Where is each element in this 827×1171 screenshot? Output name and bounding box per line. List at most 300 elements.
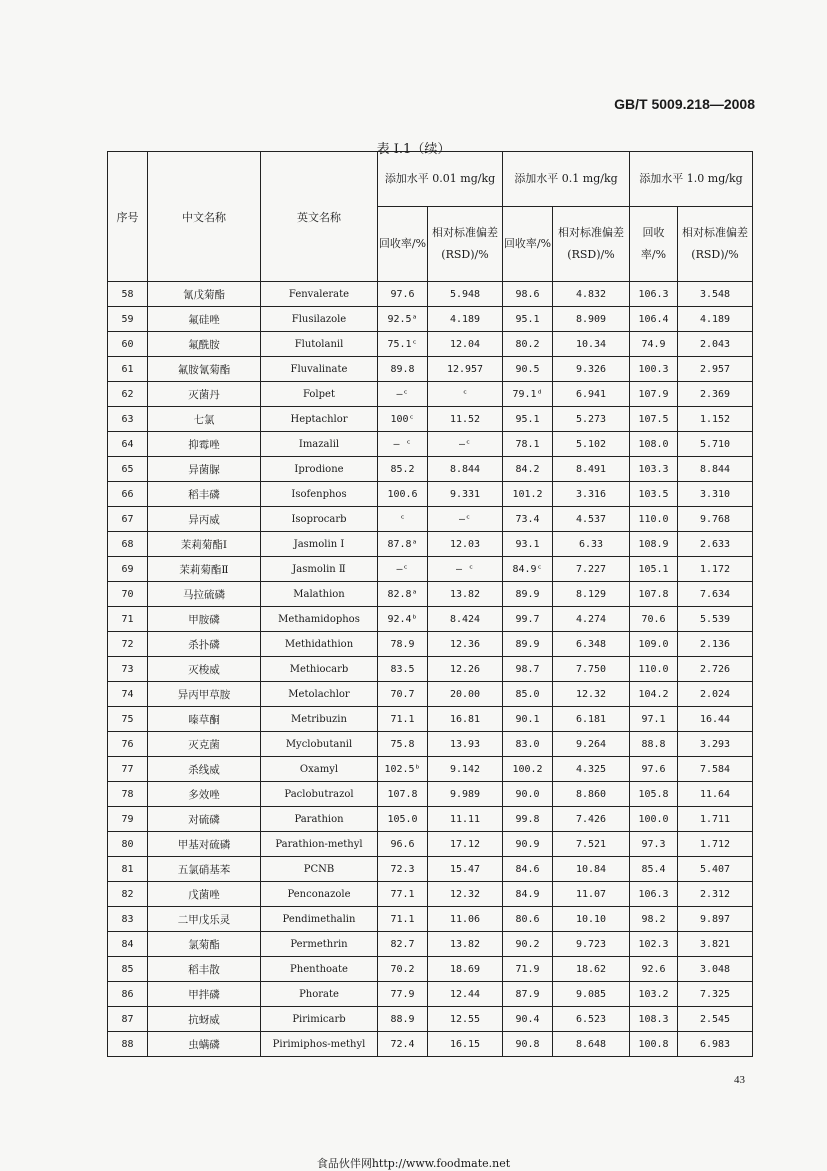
cell-en: Parathion-methyl bbox=[261, 832, 378, 857]
cell-r3: 107.8 bbox=[630, 582, 678, 607]
cell-r2: 84.9ᶜ bbox=[503, 557, 553, 582]
cell-cn: 氟胺氰菊酯 bbox=[148, 357, 261, 382]
cell-r1: 107.8 bbox=[378, 782, 428, 807]
header-level-3: 添加水平 1.0 mg/kg bbox=[630, 152, 753, 207]
header-rsd: 相对标准偏差(RSD)/% bbox=[428, 207, 503, 282]
cell-en: Folpet bbox=[261, 382, 378, 407]
cell-r3: 107.5 bbox=[630, 407, 678, 432]
cell-en: Malathion bbox=[261, 582, 378, 607]
cell-s3: 3.293 bbox=[678, 732, 753, 757]
cell-r2: 79.1ᵈ bbox=[503, 382, 553, 407]
cell-no: 58 bbox=[108, 282, 148, 307]
table-row bbox=[108, 707, 753, 732]
cell-s1: 9.331 bbox=[428, 482, 503, 507]
cell-s3: 2.043 bbox=[678, 332, 753, 357]
cell-r2: 90.2 bbox=[503, 932, 553, 957]
cell-s2: 6.348 bbox=[553, 632, 630, 657]
cell-r3: 104.2 bbox=[630, 682, 678, 707]
cell-no: 86 bbox=[108, 982, 148, 1007]
cell-s2: 9.723 bbox=[553, 932, 630, 957]
cell-no: 66 bbox=[108, 482, 148, 507]
cell-no: 76 bbox=[108, 732, 148, 757]
cell-cn: 抗蚜威 bbox=[148, 1007, 261, 1032]
cell-s2: 10.10 bbox=[553, 907, 630, 932]
cell-s3: 2.726 bbox=[678, 657, 753, 682]
cell-cn: 氰戊菊酯 bbox=[148, 282, 261, 307]
cell-s3: 2.545 bbox=[678, 1007, 753, 1032]
cell-s1: 11.52 bbox=[428, 407, 503, 432]
cell-s1: 16.15 bbox=[428, 1032, 503, 1057]
table-row bbox=[108, 332, 753, 357]
cell-r3: 97.1 bbox=[630, 707, 678, 732]
cell-s2: 8.909 bbox=[553, 307, 630, 332]
cell-r3: 109.0 bbox=[630, 632, 678, 657]
cell-s2: 7.521 bbox=[553, 832, 630, 857]
cell-r2: 99.7 bbox=[503, 607, 553, 632]
table-row bbox=[108, 432, 753, 457]
table-row bbox=[108, 732, 753, 757]
cell-r3: 100.3 bbox=[630, 357, 678, 382]
cell-no: 61 bbox=[108, 357, 148, 382]
cell-r1: —ᶜ bbox=[378, 557, 428, 582]
cell-no: 80 bbox=[108, 832, 148, 857]
cell-r2: 83.0 bbox=[503, 732, 553, 757]
header-cn-name: 中文名称 bbox=[148, 152, 261, 282]
cell-s3: 2.369 bbox=[678, 382, 753, 407]
cell-cn: 杀线威 bbox=[148, 757, 261, 782]
table-row bbox=[108, 957, 753, 982]
cell-s2: 12.32 bbox=[553, 682, 630, 707]
cell-r3: 106.4 bbox=[630, 307, 678, 332]
cell-en: Flutolanil bbox=[261, 332, 378, 357]
cell-cn: 稻丰散 bbox=[148, 957, 261, 982]
cell-cn: 抑霉唑 bbox=[148, 432, 261, 457]
cell-no: 79 bbox=[108, 807, 148, 832]
cell-s2: 10.34 bbox=[553, 332, 630, 357]
cell-en: Pendimethalin bbox=[261, 907, 378, 932]
cell-r1: 83.5 bbox=[378, 657, 428, 682]
cell-r2: 84.6 bbox=[503, 857, 553, 882]
cell-s2: 5.273 bbox=[553, 407, 630, 432]
cell-r1: ᶜ bbox=[378, 507, 428, 532]
cell-r3: 103.3 bbox=[630, 457, 678, 482]
cell-r2: 93.1 bbox=[503, 532, 553, 557]
cell-r1: 77.1 bbox=[378, 882, 428, 907]
cell-r3: 107.9 bbox=[630, 382, 678, 407]
cell-s3: 5.407 bbox=[678, 857, 753, 882]
cell-r3: 70.6 bbox=[630, 607, 678, 632]
cell-r3: 106.3 bbox=[630, 882, 678, 907]
cell-s2: 5.102 bbox=[553, 432, 630, 457]
cell-cn: 虫螨磷 bbox=[148, 1032, 261, 1057]
cell-en: Isoprocarb bbox=[261, 507, 378, 532]
cell-en: Methidathion bbox=[261, 632, 378, 657]
cell-no: 72 bbox=[108, 632, 148, 657]
cell-r3: 110.0 bbox=[630, 507, 678, 532]
header-level-2: 添加水平 0.1 mg/kg bbox=[503, 152, 630, 207]
cell-no: 63 bbox=[108, 407, 148, 432]
cell-s1: 13.93 bbox=[428, 732, 503, 757]
cell-en: Fenvalerate bbox=[261, 282, 378, 307]
cell-r1: 102.5ᵇ bbox=[378, 757, 428, 782]
cell-en: Iprodione bbox=[261, 457, 378, 482]
cell-s1: 9.142 bbox=[428, 757, 503, 782]
cell-s1: 12.957 bbox=[428, 357, 503, 382]
cell-s3: 3.048 bbox=[678, 957, 753, 982]
cell-r1: 78.9 bbox=[378, 632, 428, 657]
cell-s3: 1.172 bbox=[678, 557, 753, 582]
cell-cn: 杀扑磷 bbox=[148, 632, 261, 657]
cell-r2: 89.9 bbox=[503, 632, 553, 657]
cell-cn: 茉莉菊酯Ⅰ bbox=[148, 532, 261, 557]
cell-no: 62 bbox=[108, 382, 148, 407]
cell-no: 71 bbox=[108, 607, 148, 632]
cell-s1: 18.69 bbox=[428, 957, 503, 982]
cell-no: 64 bbox=[108, 432, 148, 457]
cell-r1: 70.2 bbox=[378, 957, 428, 982]
header-level-1: 添加水平 0.01 mg/kg bbox=[378, 152, 503, 207]
cell-en: Pirimiphos-methyl bbox=[261, 1032, 378, 1057]
cell-r2: 98.7 bbox=[503, 657, 553, 682]
table-row bbox=[108, 932, 753, 957]
cell-s2: 9.085 bbox=[553, 982, 630, 1007]
cell-en: Metolachlor bbox=[261, 682, 378, 707]
cell-cn: 茉莉菊酯Ⅱ bbox=[148, 557, 261, 582]
table-row bbox=[108, 857, 753, 882]
cell-en: Phenthoate bbox=[261, 957, 378, 982]
table-row bbox=[108, 357, 753, 382]
cell-r2: 84.9 bbox=[503, 882, 553, 907]
cell-r2: 85.0 bbox=[503, 682, 553, 707]
cell-en: PCNB bbox=[261, 857, 378, 882]
cell-r2: 98.6 bbox=[503, 282, 553, 307]
cell-en: Phorate bbox=[261, 982, 378, 1007]
cell-r3: 100.0 bbox=[630, 807, 678, 832]
cell-r3: 110.0 bbox=[630, 657, 678, 682]
cell-r1: 97.6 bbox=[378, 282, 428, 307]
cell-s2: 7.426 bbox=[553, 807, 630, 832]
cell-r3: 108.3 bbox=[630, 1007, 678, 1032]
cell-en: Jasmolin Ⅰ bbox=[261, 532, 378, 557]
cell-r1: 88.9 bbox=[378, 1007, 428, 1032]
header-no: 序号 bbox=[108, 152, 148, 282]
cell-s1: 12.32 bbox=[428, 882, 503, 907]
cell-r1: 105.0 bbox=[378, 807, 428, 832]
cell-r1: 82.7 bbox=[378, 932, 428, 957]
table-row bbox=[108, 882, 753, 907]
cell-no: 69 bbox=[108, 557, 148, 582]
cell-en: Jasmolin Ⅱ bbox=[261, 557, 378, 582]
cell-s1: — ᶜ bbox=[428, 557, 503, 582]
cell-s1: ᶜ bbox=[428, 382, 503, 407]
table-row bbox=[108, 507, 753, 532]
cell-s3: 2.024 bbox=[678, 682, 753, 707]
table-body bbox=[108, 282, 753, 1057]
cell-r1: 71.1 bbox=[378, 907, 428, 932]
cell-r1: 85.2 bbox=[378, 457, 428, 482]
table-row bbox=[108, 832, 753, 857]
cell-r3: 108.9 bbox=[630, 532, 678, 557]
cell-cn: 异丙威 bbox=[148, 507, 261, 532]
table-row bbox=[108, 607, 753, 632]
cell-no: 65 bbox=[108, 457, 148, 482]
cell-s2: 8.648 bbox=[553, 1032, 630, 1057]
cell-cn: 甲拌磷 bbox=[148, 982, 261, 1007]
cell-r2: 90.5 bbox=[503, 357, 553, 382]
cell-r2: 99.8 bbox=[503, 807, 553, 832]
cell-no: 77 bbox=[108, 757, 148, 782]
table-row bbox=[108, 382, 753, 407]
cell-s1: 12.36 bbox=[428, 632, 503, 657]
cell-no: 87 bbox=[108, 1007, 148, 1032]
cell-cn: 戊菌唑 bbox=[148, 882, 261, 907]
cell-r1: 70.7 bbox=[378, 682, 428, 707]
cell-s1: 15.47 bbox=[428, 857, 503, 882]
cell-s2: 9.326 bbox=[553, 357, 630, 382]
cell-en: Flusilazole bbox=[261, 307, 378, 332]
recovery-table bbox=[107, 151, 753, 1057]
cell-s1: 17.12 bbox=[428, 832, 503, 857]
cell-s1: 11.06 bbox=[428, 907, 503, 932]
cell-s2: 4.274 bbox=[553, 607, 630, 632]
cell-no: 82 bbox=[108, 882, 148, 907]
cell-s1: 9.989 bbox=[428, 782, 503, 807]
table-row bbox=[108, 982, 753, 1007]
header-recovery: 回收率/% bbox=[378, 207, 428, 282]
cell-no: 84 bbox=[108, 932, 148, 957]
cell-r1: 100ᶜ bbox=[378, 407, 428, 432]
cell-r1: 72.4 bbox=[378, 1032, 428, 1057]
cell-r3: 105.1 bbox=[630, 557, 678, 582]
cell-no: 88 bbox=[108, 1032, 148, 1057]
cell-s1: 20.00 bbox=[428, 682, 503, 707]
cell-s3: 7.634 bbox=[678, 582, 753, 607]
cell-cn: 嗪草酮 bbox=[148, 707, 261, 732]
header-en-name: 英文名称 bbox=[261, 152, 378, 282]
cell-r1: 89.8 bbox=[378, 357, 428, 382]
cell-r2: 84.2 bbox=[503, 457, 553, 482]
cell-no: 70 bbox=[108, 582, 148, 607]
cell-cn: 稻丰磷 bbox=[148, 482, 261, 507]
table-row bbox=[108, 682, 753, 707]
cell-r1: 92.4ᵇ bbox=[378, 607, 428, 632]
table-row bbox=[108, 282, 753, 307]
cell-no: 73 bbox=[108, 657, 148, 682]
cell-cn: 对硫磷 bbox=[148, 807, 261, 832]
cell-no: 78 bbox=[108, 782, 148, 807]
cell-no: 74 bbox=[108, 682, 148, 707]
cell-en: Isofenphos bbox=[261, 482, 378, 507]
cell-s3: 7.325 bbox=[678, 982, 753, 1007]
cell-s3: 3.821 bbox=[678, 932, 753, 957]
cell-r3: 103.5 bbox=[630, 482, 678, 507]
cell-en: Methiocarb bbox=[261, 657, 378, 682]
cell-s3: 6.983 bbox=[678, 1032, 753, 1057]
source-footer: 食品伙伴网http://www.foodmate.net bbox=[316, 1157, 511, 1170]
cell-en: Myclobutanil bbox=[261, 732, 378, 757]
header-recovery: 回收率/% bbox=[630, 207, 678, 282]
table-row bbox=[108, 757, 753, 782]
cell-r3: 74.9 bbox=[630, 332, 678, 357]
cell-s2: 6.33 bbox=[553, 532, 630, 557]
table-row bbox=[108, 1007, 753, 1032]
cell-en: Methamidophos bbox=[261, 607, 378, 632]
cell-s3: 9.768 bbox=[678, 507, 753, 532]
cell-r1: 75.8 bbox=[378, 732, 428, 757]
cell-r1: 75.1ᶜ bbox=[378, 332, 428, 357]
cell-r3: 102.3 bbox=[630, 932, 678, 957]
cell-s3: 1.712 bbox=[678, 832, 753, 857]
table-row bbox=[108, 557, 753, 582]
cell-no: 60 bbox=[108, 332, 148, 357]
cell-cn: 多效唑 bbox=[148, 782, 261, 807]
cell-r1: 72.3 bbox=[378, 857, 428, 882]
cell-s1: 13.82 bbox=[428, 932, 503, 957]
cell-s1: 8.844 bbox=[428, 457, 503, 482]
table-row bbox=[108, 307, 753, 332]
cell-cn: 氟酰胺 bbox=[148, 332, 261, 357]
cell-s2: 6.181 bbox=[553, 707, 630, 732]
cell-r1: 71.1 bbox=[378, 707, 428, 732]
cell-r3: 108.0 bbox=[630, 432, 678, 457]
cell-r1: 96.6 bbox=[378, 832, 428, 857]
cell-r2: 95.1 bbox=[503, 407, 553, 432]
cell-s1: 12.03 bbox=[428, 532, 503, 557]
cell-cn: 灭菌丹 bbox=[148, 382, 261, 407]
page-number: 43 bbox=[734, 1074, 745, 1086]
cell-s1: 13.82 bbox=[428, 582, 503, 607]
cell-r3: 92.6 bbox=[630, 957, 678, 982]
header-rsd: 相对标准偏差(RSD)/% bbox=[553, 207, 630, 282]
cell-r2: 80.6 bbox=[503, 907, 553, 932]
cell-no: 75 bbox=[108, 707, 148, 732]
cell-s3: 5.539 bbox=[678, 607, 753, 632]
cell-s2: 3.316 bbox=[553, 482, 630, 507]
cell-s2: 6.523 bbox=[553, 1007, 630, 1032]
cell-r2: 95.1 bbox=[503, 307, 553, 332]
cell-cn: 七氯 bbox=[148, 407, 261, 432]
cell-s1: 11.11 bbox=[428, 807, 503, 832]
table-row bbox=[108, 632, 753, 657]
cell-r1: 82.8ᵃ bbox=[378, 582, 428, 607]
cell-r3: 106.3 bbox=[630, 282, 678, 307]
cell-cn: 甲胺磷 bbox=[148, 607, 261, 632]
table-row bbox=[108, 482, 753, 507]
table-row bbox=[108, 532, 753, 557]
cell-cn: 灭克菌 bbox=[148, 732, 261, 757]
cell-s3: 2.957 bbox=[678, 357, 753, 382]
cell-s2: 10.84 bbox=[553, 857, 630, 882]
cell-cn: 二甲戊乐灵 bbox=[148, 907, 261, 932]
cell-r3: 103.2 bbox=[630, 982, 678, 1007]
cell-s2: 8.860 bbox=[553, 782, 630, 807]
cell-en: Parathion bbox=[261, 807, 378, 832]
cell-r2: 90.1 bbox=[503, 707, 553, 732]
cell-cn: 异丙甲草胺 bbox=[148, 682, 261, 707]
table-row bbox=[108, 1032, 753, 1057]
cell-no: 81 bbox=[108, 857, 148, 882]
cell-s3: 9.897 bbox=[678, 907, 753, 932]
cell-s2: 9.264 bbox=[553, 732, 630, 757]
cell-s3: 8.844 bbox=[678, 457, 753, 482]
cell-cn: 异菌脲 bbox=[148, 457, 261, 482]
cell-s1: —ᶜ bbox=[428, 507, 503, 532]
cell-r2: 100.2 bbox=[503, 757, 553, 782]
cell-r2: 89.9 bbox=[503, 582, 553, 607]
cell-r1: 77.9 bbox=[378, 982, 428, 1007]
cell-s3: 11.64 bbox=[678, 782, 753, 807]
cell-s2: 18.62 bbox=[553, 957, 630, 982]
cell-s2: 8.129 bbox=[553, 582, 630, 607]
cell-s1: —ᶜ bbox=[428, 432, 503, 457]
cell-s1: 8.424 bbox=[428, 607, 503, 632]
cell-r2: 78.1 bbox=[503, 432, 553, 457]
cell-s1: 16.81 bbox=[428, 707, 503, 732]
cell-en: Heptachlor bbox=[261, 407, 378, 432]
cell-r3: 97.3 bbox=[630, 832, 678, 857]
table-row bbox=[108, 582, 753, 607]
cell-s1: 12.55 bbox=[428, 1007, 503, 1032]
cell-en: Permethrin bbox=[261, 932, 378, 957]
cell-s2: 11.07 bbox=[553, 882, 630, 907]
cell-s3: 3.310 bbox=[678, 482, 753, 507]
cell-en: Imazalil bbox=[261, 432, 378, 457]
cell-r3: 85.4 bbox=[630, 857, 678, 882]
header-recovery: 回收率/% bbox=[503, 207, 553, 282]
cell-r1: —ᶜ bbox=[378, 382, 428, 407]
cell-s1: 12.04 bbox=[428, 332, 503, 357]
standard-code: GB/T 5009.218—2008 bbox=[614, 96, 755, 112]
cell-cn: 马拉硫磷 bbox=[148, 582, 261, 607]
cell-r1: 100.6 bbox=[378, 482, 428, 507]
table-row bbox=[108, 782, 753, 807]
cell-en: Oxamyl bbox=[261, 757, 378, 782]
cell-s3: 1.152 bbox=[678, 407, 753, 432]
cell-s3: 7.584 bbox=[678, 757, 753, 782]
cell-cn: 五氯硝基苯 bbox=[148, 857, 261, 882]
cell-s2: 8.491 bbox=[553, 457, 630, 482]
header-rsd: 相对标准偏差(RSD)/% bbox=[678, 207, 753, 282]
cell-s1: 12.44 bbox=[428, 982, 503, 1007]
cell-no: 67 bbox=[108, 507, 148, 532]
cell-r2: 90.4 bbox=[503, 1007, 553, 1032]
cell-r2: 101.2 bbox=[503, 482, 553, 507]
cell-s3: 1.711 bbox=[678, 807, 753, 832]
cell-r2: 90.0 bbox=[503, 782, 553, 807]
cell-s3: 3.548 bbox=[678, 282, 753, 307]
table-title: 表 I.1（续） bbox=[376, 142, 451, 157]
cell-en: Fluvalinate bbox=[261, 357, 378, 382]
cell-r2: 71.9 bbox=[503, 957, 553, 982]
cell-cn: 灭梭威 bbox=[148, 657, 261, 682]
cell-r3: 88.8 bbox=[630, 732, 678, 757]
cell-s3: 5.710 bbox=[678, 432, 753, 457]
cell-no: 85 bbox=[108, 957, 148, 982]
cell-s2: 4.832 bbox=[553, 282, 630, 307]
table-row bbox=[108, 657, 753, 682]
cell-no: 59 bbox=[108, 307, 148, 332]
cell-r1: 87.8ᵃ bbox=[378, 532, 428, 557]
table-row bbox=[108, 907, 753, 932]
cell-en: Paclobutrazol bbox=[261, 782, 378, 807]
table-row bbox=[108, 457, 753, 482]
cell-r2: 90.8 bbox=[503, 1032, 553, 1057]
cell-cn: 氟硅唑 bbox=[148, 307, 261, 332]
cell-r1: — ᶜ bbox=[378, 432, 428, 457]
cell-cn: 甲基对硫磷 bbox=[148, 832, 261, 857]
cell-en: Penconazole bbox=[261, 882, 378, 907]
cell-r2: 87.9 bbox=[503, 982, 553, 1007]
